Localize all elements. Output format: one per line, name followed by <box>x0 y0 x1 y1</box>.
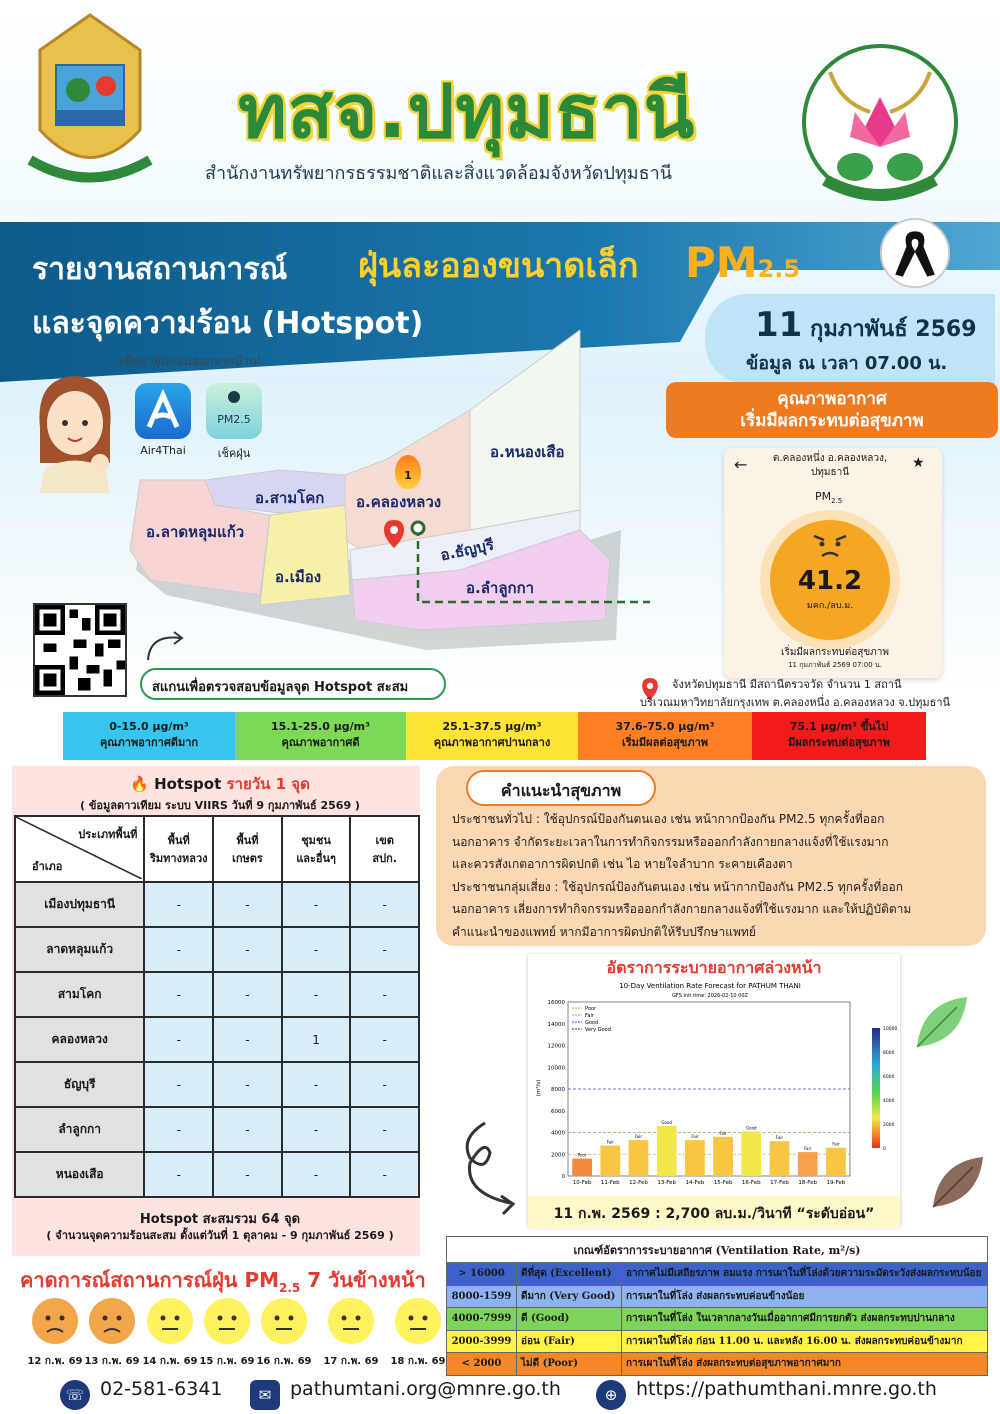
sad-face-icon <box>89 1298 135 1344</box>
x-tick-label: 14-Feb <box>685 1180 705 1186</box>
x-tick-label: 10-Feb <box>572 1180 592 1186</box>
legend-label: คุณภาพอากาศปานกลาง <box>433 736 551 749</box>
dry-leaf-icon <box>928 1152 988 1212</box>
map-label-nongsuea: อ.หนองเสือ <box>490 443 565 461</box>
sad-face-icon <box>32 1298 78 1344</box>
station-info <box>640 676 951 712</box>
chart-title: 10-Day Ventilation Rate Forecast for PATHUM THANI <box>619 982 801 990</box>
legend-item <box>578 712 752 760</box>
ventilation-criteria-table <box>446 1236 988 1376</box>
legend-label: มีผลกระทบต่อสุขภาพ <box>788 736 890 749</box>
neutral-face-icon <box>328 1298 374 1344</box>
forecast-date: 16 ก.พ. 69 <box>256 1356 312 1367</box>
aq-location-2: ปทุมธานี <box>810 467 850 478</box>
hotspot-count-cell: - <box>144 927 213 972</box>
hotspot-count-cell: - <box>144 1017 213 1062</box>
legend-label: เริ่มมีผลต่อสุขภาพ <box>621 736 709 749</box>
ventilation-footer: 11 ก.พ. 2569 : 2,700 ลบ.ม./วินาที “ระดับอ่อน” <box>528 1196 900 1228</box>
pm25-app-label: เช็คฝุ่น <box>217 447 251 460</box>
hotspot-count-cell: - <box>350 1062 419 1107</box>
legend-entry: Good <box>585 1020 599 1026</box>
advice-line: ประชาชนทั่วไป : ใช้อุปกรณ์ป้องกันตนเอง เช่น หน้ากากป้องกัน PM2.5 ทุกครั้งที่ออก <box>452 812 885 826</box>
col-community: ชุมชน และอื่นๆ <box>282 816 351 882</box>
y-axis-label: (m²/s) <box>536 1079 542 1097</box>
map-label-thanyaburi: อ.ธัญบุรี <box>438 535 496 565</box>
advice-line: ประชาชนกลุ่มเสี่ยง : ใช้อุปกรณ์ป้องกันตนเอง เช่น หน้ากากป้องกัน PM2.5 ทุกครั้งที่ออก <box>452 879 903 894</box>
curved-arrow-icon <box>140 628 190 664</box>
vent-table-title: เกณฑ์อัตราการระบายอากาศ (Ventilation Rate, m²/s) <box>447 1237 988 1263</box>
aq-status: เริ่มมีผลกระทบต่อสุขภาพ <box>781 647 889 658</box>
table-row <box>447 1330 988 1353</box>
hotspot-count-cell: - <box>350 1017 419 1062</box>
station-info-1: จังหวัดปทุมธานี มีสถานีตรวจวัด จำนวน 1 สถานี <box>672 678 902 691</box>
x-tick-label: 11-Feb <box>600 1180 620 1186</box>
hotspot-qr-code[interactable] <box>33 603 127 697</box>
province-seal-icon <box>800 42 960 212</box>
hotspot-count-cell: - <box>350 882 419 927</box>
hotspot-count-cell: - <box>213 1062 282 1107</box>
leaf-icon <box>912 992 972 1052</box>
x-tick-label: 16-Feb <box>741 1180 761 1186</box>
vent-desc-cell: การเผาในที่โล่ง ก่อน 11.00 น. และหลัง 16.00 น. ส่งผลกระทบค่อนข้างมาก <box>622 1330 988 1353</box>
bar-label: Fair <box>832 1141 840 1147</box>
forecast-date: 12 ก.พ. 69 <box>27 1356 83 1367</box>
col-agri: พื้นที่ เกษตร <box>213 816 282 882</box>
chart-bar <box>713 1137 733 1176</box>
vent-desc-cell: การเผาในที่โล่ง ในเวลากลางวันเมื่ออากาศมีการยกตัว ส่งผลกระทบปานกลาง <box>622 1308 988 1331</box>
health-advice-heading: คำแนะนำสุขภาพ <box>466 770 656 806</box>
bar-label: Good <box>661 1119 672 1125</box>
neutral-face-icon <box>204 1298 250 1344</box>
report-title-line1: รายงานสถานการณ์ <box>32 252 288 287</box>
swirl-arrow-icon <box>455 1118 525 1218</box>
bar-label: Fair <box>634 1134 643 1140</box>
advice-line: คำแนะนำของแพทย์ หากมีอาการผิดปกติให้รีบปรึกษาแพทย์ <box>452 924 756 939</box>
forecast-title-b: 7 วันข้างหน้า <box>307 1268 426 1292</box>
legend-range: 25.1-37.5 µg/m³ <box>442 720 542 733</box>
footer-phone[interactable]: 02-581-6341 <box>100 1378 223 1400</box>
legend-entry: Fair <box>585 1013 594 1019</box>
agency-subtitle: สำนักงานทรัพยากรธรรมชาติและสิ่งแวดล้อมจังหวัดปทุมธานี <box>205 163 673 184</box>
phone-icon[interactable]: ☏ <box>60 1380 90 1410</box>
table-row <box>447 1285 988 1308</box>
district-cell: ลำลูกกา <box>15 1107 144 1152</box>
vent-level-cell: ดี (Good) <box>517 1308 622 1331</box>
table-row <box>447 1263 988 1286</box>
hotspot-subtitle: ( ข้อมูลดาวเทียม ระบบ VIIRS วันที่ 9 กุมภาพันธ์ 2569 ) <box>80 799 360 812</box>
hotspot-count-cell: - <box>282 1152 351 1197</box>
aq-location <box>750 452 910 480</box>
hotspot-count-cell: - <box>144 1062 213 1107</box>
neutral-face-icon <box>261 1298 307 1344</box>
chart-bar <box>657 1126 677 1176</box>
colorbar <box>872 1028 880 1148</box>
aq-timestamp: 11 กุมภาพันธ์ 2569 07:00 น. <box>788 661 882 669</box>
station-info-2: บริเวณมหาวิทยาลัยกรุงเทพ ต.คลองหนึ่ง อ.คลองหลวง จ.ปทุมธานี <box>640 696 951 709</box>
hotspot-count-cell: - <box>213 972 282 1017</box>
hotspot-count-cell: - <box>144 1107 213 1152</box>
y-tick-label: 10000 <box>547 1065 565 1072</box>
y-tick-label: 4000 <box>551 1130 565 1137</box>
hotspot-title: 🔥 Hotspot รายวัน 1 จุด <box>130 775 310 793</box>
ventilation-heading: อัตราการระบายอากาศล่วงหน้า <box>606 958 822 977</box>
vent-range-cell: 4000-7999 <box>447 1308 517 1331</box>
x-tick-label: 13-Feb <box>657 1180 677 1186</box>
x-tick-label: 19-Feb <box>826 1180 846 1186</box>
colorbar-tick: 8000 <box>883 1051 895 1056</box>
hotspot-count-cell: - <box>282 927 351 972</box>
fire-icon <box>395 455 421 489</box>
legend-label: คุณภาพอากาศดี <box>281 736 360 749</box>
hotspot-count-cell: - <box>213 882 282 927</box>
bar-label: Fair <box>606 1139 614 1145</box>
report-time: ข้อมูล ณ เวลา 07.00 น. <box>746 353 948 374</box>
hotspot-count-cell: - <box>282 882 351 927</box>
globe-icon[interactable]: ⊕ <box>596 1380 626 1410</box>
vent-level-cell: ดีมาก (Very Good) <box>517 1285 622 1308</box>
chart-bar <box>826 1148 846 1176</box>
report-date-month: กุมภาพันธ์ 2569 <box>810 317 977 342</box>
aq-pm-sub: 2.5 <box>831 497 843 506</box>
legend-entry: Poor <box>585 1006 597 1012</box>
neutral-face-icon <box>147 1298 193 1344</box>
footer-email[interactable]: pathumtani.org@mnre.go.th <box>290 1378 561 1400</box>
y-tick-label: 0 <box>561 1174 565 1180</box>
hotspot-table <box>14 815 420 1198</box>
hotspot-count-cell: - <box>282 972 351 1017</box>
district-nongsuea <box>470 330 580 530</box>
footer-website[interactable]: https://pathumthani.mnre.go.th <box>636 1378 937 1400</box>
vent-level-cell: อ่อน (Fair) <box>517 1330 622 1353</box>
table-row <box>15 927 419 972</box>
agency-title: ทสจ.ปทุมธานี <box>238 69 696 155</box>
colorbar-tick: 10000 <box>883 1027 898 1032</box>
legend-item <box>235 712 406 760</box>
advice-line: และควรสังเกตอาการผิดปกติ เช่น ไอ หายใจลำบาก ระคายเคืองตา <box>452 857 793 871</box>
vent-range-cell: < 2000 <box>447 1353 517 1376</box>
y-tick-label: 2000 <box>551 1152 565 1159</box>
report-title-pm <box>358 238 638 292</box>
advice-line: นอกอาคาร จำกัดระยะเวลาในการทำกิจกรรมหรือออกกำลังกายกลางแจ้งที่ใช้แรงมาก <box>452 834 889 849</box>
pm25-title <box>685 238 800 287</box>
colorbar-tick: 0 <box>883 1147 886 1152</box>
hotspot-count-cell: - <box>213 1017 282 1062</box>
forecast-date: 17 ก.พ. 69 <box>323 1356 379 1367</box>
hotspot-count-cell: - <box>144 882 213 927</box>
district-cell: คลองหลวง <box>15 1017 144 1062</box>
vent-level-cell: ไม่ดี (Poor) <box>517 1353 622 1376</box>
district-cell: สามโคก <box>15 972 144 1017</box>
bar-label: Fair <box>775 1135 784 1141</box>
girl-character-icon <box>30 368 120 493</box>
bar-label: Fair <box>719 1130 727 1136</box>
pm-text: PM <box>685 238 758 287</box>
legend-item <box>406 712 578 760</box>
vent-range-cell: 2000-3999 <box>447 1330 517 1353</box>
y-tick-label: 14000 <box>547 1021 565 1028</box>
bar-label: Good <box>746 1125 757 1131</box>
map-label-mueang: อ.เมือง <box>275 568 322 586</box>
map-label-samkhok: อ.สามโคก <box>255 489 325 507</box>
hotspot-count-cell: - <box>144 1152 213 1197</box>
legend-entry: Very Good <box>585 1027 611 1033</box>
hotspot-count-cell: - <box>213 1107 282 1152</box>
hotspot-count-cell: - <box>350 1107 419 1152</box>
hotspot-count-cell: 1 <box>282 1017 351 1062</box>
hotspot-count-cell: - <box>282 1107 351 1152</box>
district-cell: ลาดหลุมแก้ว <box>15 927 144 972</box>
pm25-app-icon-text: PM2.5 <box>217 413 251 426</box>
hotspot-count-cell: - <box>213 1152 282 1197</box>
email-icon[interactable]: ✉ <box>250 1380 280 1410</box>
hotspot-total-note: ( จำนวนจุดความร้อนสะสม ตั้งแต่วันที่ 1 ตุลาคม - 9 กุมภาพันธ์ 2569 ) <box>46 1229 394 1242</box>
pm-title-text: ฝุ่นละอองขนาดเล็ก <box>358 246 639 286</box>
legend-range: 0-15.0 µg/m³ <box>109 720 189 733</box>
report-date-day: 11 <box>755 305 803 345</box>
table-row <box>15 1017 419 1062</box>
legend-range: 75.1 µg/m³ ขึ้นไป <box>789 720 889 733</box>
table-row <box>447 1308 988 1331</box>
chart-bar <box>770 1141 790 1176</box>
chart-bar <box>572 1159 592 1176</box>
bar-label: Poor <box>577 1152 587 1158</box>
map-hotspot-count: 1 <box>404 469 412 482</box>
hotspot-count-cell: - <box>144 972 213 1017</box>
colorbar-tick: 6000 <box>883 1075 895 1080</box>
aq-location-1: ต.คลองหนึ่ง อ.คลองหลวง, <box>772 453 888 464</box>
chart-bar <box>600 1146 620 1176</box>
corner-top-label: ประเภทพื้นที่ <box>78 828 138 841</box>
col-highway: พื้นที่ ริมทางหลวง <box>144 816 213 882</box>
legend-item <box>752 712 926 760</box>
vent-desc-cell: อากาศไม่มีเสถียรภาพ ลมแรง การเผาในที่โล่งด้วยความระมัดระวังส่งผลกระทบน้อย <box>622 1263 988 1286</box>
map-label-latlumkaeo: อ.ลาดหลุมแก้ว <box>146 523 245 541</box>
forecast-title-a: คาดการณ์สถานการณ์ฝุ่น PM <box>20 1268 280 1292</box>
district-cell: เมืองปทุมธานี <box>15 882 144 927</box>
colorbar-tick: 4000 <box>883 1099 895 1104</box>
vent-desc-cell: การเผาในที่โล่ง ส่งผลกระทบค่อนข้างน้อย <box>622 1285 988 1308</box>
corner-bottom-label: อำเภอ <box>32 860 63 873</box>
air-quality-heading-1: คุณภาพอากาศ <box>777 389 887 409</box>
pm-sub-text: 2.5 <box>757 255 801 283</box>
table-row <box>447 1353 988 1376</box>
x-tick-label: 12-Feb <box>629 1180 648 1186</box>
bar-label: Fair <box>691 1134 699 1140</box>
hotspot-count-cell: - <box>350 927 419 972</box>
bar-label: Fair <box>804 1146 812 1152</box>
legend-label: คุณภาพอากาศดีมาก <box>99 736 199 749</box>
legend-item <box>63 712 235 760</box>
y-tick-label: 16000 <box>547 1000 565 1006</box>
mourning-ribbon-icon <box>880 218 950 288</box>
hotspot-count-cell: - <box>350 972 419 1017</box>
district-cell: ธัญบุรี <box>15 1062 144 1107</box>
forecast-title-sub: 2.5 <box>279 1281 301 1295</box>
legend-range: 37.6-75.0 µg/m³ <box>615 720 715 733</box>
air-quality-heading <box>666 382 998 438</box>
forecast-date: 18 ก.พ. 69 <box>390 1356 446 1367</box>
forecast-date: 14 ก.พ. 69 <box>142 1356 198 1367</box>
chart-bar <box>798 1152 818 1176</box>
report-title-line2: และจุดความร้อน (Hotspot) <box>32 306 424 341</box>
advice-line: นอกอาคาร เลี่ยงการทำกิจกรรมหรือออกกำลังกายกลางแจ้งที่ใช้แรงมาก และให้ปฏิบัติตาม <box>452 902 912 916</box>
vent-range-cell: > 16000 <box>447 1263 517 1286</box>
hotspot-count-cell: - <box>282 1062 351 1107</box>
district-mueang <box>260 505 350 605</box>
scan-hotspot-label: สแกนเพื่อตรวจสอบข้อมูลจุด Hotspot สะสม <box>140 668 446 700</box>
table-row <box>15 882 419 927</box>
air-quality-heading-2: เริ่มมีผลกระทบต่อสุขภาพ <box>740 411 924 431</box>
legend-range: 15.1-25.0 µg/m³ <box>271 720 370 733</box>
air4thai-label: Air4Thai <box>140 444 186 457</box>
chart-bar <box>741 1131 761 1176</box>
map-label-khlongluang: อ.คลองหลวง <box>356 493 442 511</box>
check-dust-text: เช็คค่าฝุ่นก่อนออกจากบ้าน! <box>118 354 262 368</box>
hotspot-table-header <box>15 816 419 882</box>
forecast-date: 15 ก.พ. 69 <box>199 1356 255 1367</box>
star-icon[interactable]: ★ <box>912 455 925 471</box>
y-tick-label: 12000 <box>547 1043 565 1050</box>
vent-table-header <box>447 1237 988 1263</box>
table-row <box>15 1107 419 1152</box>
hotspot-total: Hotspot สะสมรวม 64 จุด <box>139 1212 301 1227</box>
aq-pm-text: PM <box>815 490 832 503</box>
x-tick-label: 15-Feb <box>713 1180 733 1186</box>
location-pin-icon <box>384 520 404 548</box>
colorbar-tick: 2000 <box>883 1123 895 1128</box>
ministry-seal-icon <box>20 10 160 190</box>
table-row <box>15 1152 419 1197</box>
district-cell: หนองเสือ <box>15 1152 144 1197</box>
report-date <box>755 305 977 346</box>
hotspot-count-cell: - <box>213 927 282 972</box>
map-label-lamlukka: อ.ลำลูกกา <box>466 579 535 597</box>
chart-bar <box>685 1140 705 1176</box>
back-arrow-icon[interactable]: ← <box>734 455 748 474</box>
x-tick-label: 17-Feb <box>770 1180 789 1186</box>
aq-value: 41.2 <box>797 566 863 596</box>
chart-subtitle: GFS init time: 2026-02-10 00Z <box>672 993 748 999</box>
y-tick-label: 8000 <box>551 1087 565 1093</box>
hotspot-corner-cell <box>15 816 144 882</box>
hotspot-count-cell: - <box>350 1152 419 1197</box>
vent-level-cell: ดีที่สุด (Excellent) <box>517 1263 622 1286</box>
forecast-title <box>20 1264 426 1296</box>
aq-unit: มคก./ลบ.ม. <box>806 601 854 611</box>
neutral-face-icon <box>395 1298 441 1344</box>
health-advice-text <box>452 808 972 943</box>
aq-pm-label <box>815 490 842 505</box>
hotspot-title-b: รายวัน 1 จุด <box>226 775 310 793</box>
col-alro: เขต สปก. <box>350 816 419 882</box>
chart-bar <box>629 1140 649 1176</box>
y-tick-label: 6000 <box>551 1108 565 1115</box>
table-row <box>15 1062 419 1107</box>
ventilation-chart <box>530 978 898 1196</box>
forecast-date: 13 ก.พ. 69 <box>84 1356 140 1367</box>
hotspot-title-a: Hotspot <box>154 775 222 793</box>
table-row <box>15 972 419 1017</box>
x-tick-label: 18-Feb <box>798 1180 818 1186</box>
vent-range-cell: 8000-1599 <box>447 1285 517 1308</box>
sad-face-icon <box>810 532 850 560</box>
vent-desc-cell: การเผาในที่โล่ง ส่งผลกระทบต่อสุขภาพอากาศมาก <box>622 1353 988 1376</box>
